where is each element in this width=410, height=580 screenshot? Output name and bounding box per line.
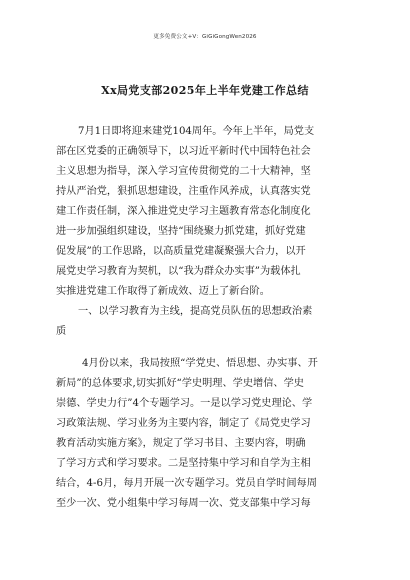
section-heading-line: 质 (56, 326, 67, 337)
paragraph-3-line: 教育活动实施方案》，规定了学习书目、主要内容，明确 (56, 438, 306, 449)
section-heading-line: 一、以学习教育为主线，提高党员队伍的思想政治素 (78, 306, 313, 317)
document-body (56, 122, 354, 514)
paragraph-gap (56, 342, 354, 354)
paragraph-1-line: 进一步加强组织建设，坚持“围绕聚力抓党建，抓好党建 (56, 226, 306, 237)
paragraph-1-line: 建工作责任制，深入推进党史学习主题教育常态化制度化 (56, 206, 311, 217)
paragraph-3-line: 崇德、学史力行”4个专题学习。一是以学习党史理论、学 (56, 398, 313, 409)
paragraph-1-line: 部在区党委的正确领导下，以习近平新时代中国特色社会 (56, 146, 311, 157)
paragraph-3-line: 习政策法规、学习业务为主要内容，制定了《局党史学习 (56, 418, 311, 429)
paragraph-3-line: 至少一次、党小组集中学习每周一次、党支部集中学习每 (56, 498, 311, 509)
paragraph-3-line: 了学习方式和学习要求。二是坚持集中学习和自学为主相 (56, 458, 311, 469)
paragraph-1-line: 7月1日即将迎来建党104周年。今年上半年，局党支 (78, 126, 315, 137)
paragraph-3-line: 4月份以来，我局按照“学党史、悟思想、办实事、开 (82, 358, 318, 369)
paragraph-3-line: 结合，4-6月，每月开展一次专题学习。党员自学时间每周 (56, 478, 317, 489)
watermark-text: 更多免费公文+V：GiGiGongWen2026 (153, 34, 257, 40)
paragraph-1-line: 持从严治党，狠抓思想建设，注重作风养成，认真落实党 (56, 186, 311, 197)
paragraph-1-line: 促发展”的工作思路，以高质量党建凝聚强大合力，以开 (56, 246, 306, 257)
paragraph-1-line: 实推进党建工作取得了新成效、迈上了新台阶。 (56, 286, 270, 297)
paragraph-1-line: 展党史学习教育为契机，以“我为群众办实事”为载体扎 (56, 266, 301, 277)
paragraph-1-line: 主义思想为指导，深入学习宣传贯彻党的二十大精神，坚 (56, 166, 311, 177)
document-title: Xx局党支部2025年上半年党建工作总结 (101, 84, 309, 97)
paragraph-3-line: 新局”的总体要求,切实抓好“学史明理、学史增信、学史 (56, 378, 304, 389)
